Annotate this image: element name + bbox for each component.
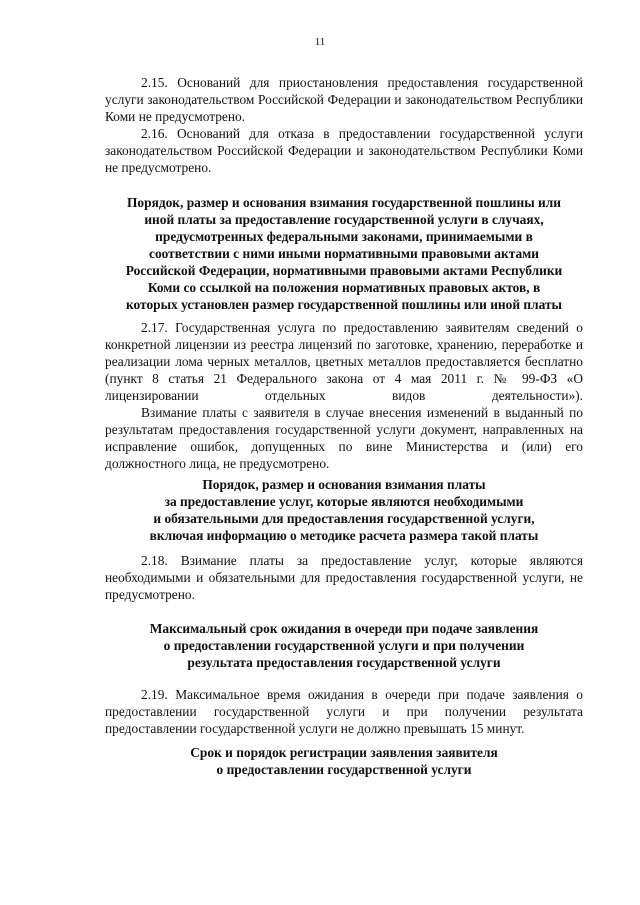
paragraph-2-18: 2.18. Взимание платы за предоставление услуг, которые являются необходимыми и обязательными для предоставления государственной услуги, не предусмотрено.	[105, 553, 583, 602]
heading-line: о предоставлении государственной услуги	[216, 762, 472, 777]
paragraph-block-2-15-2-16	[105, 74, 583, 176]
paragraph-block-2-18	[105, 552, 583, 603]
heading-line: Российской Федерации, нормативными правовыми актами Республики	[125, 263, 563, 278]
heading-line: которых установлен размер государственной пошлины или иной платы	[125, 297, 563, 312]
paragraph-block-2-17	[105, 319, 583, 472]
paragraph-block-2-19	[105, 686, 583, 737]
section-heading-fees	[105, 194, 583, 313]
heading-line: Порядок, размер и основания взимания государственной пошлины или	[127, 195, 561, 210]
paragraph-2-19: 2.19. Максимальное время ожидания в очереди при подаче заявления о предоставлении государственной услуги и при получении результата предоставлении государственной услуги не должно превышать 15 минут.	[105, 687, 583, 736]
paragraph-2-17-fee-note: Взимание платы с заявителя в случае внесения изменений в выданный по результатам предоставления государственной услуги документ, направленных на исправление ошибок, допущенных по вине Министерства и (или) его должностного лица, не предусмотрено.	[105, 405, 583, 471]
heading-line: Срок и порядок регистрации заявления заявителя	[190, 745, 498, 760]
heading-line: включая информацию о методике расчета размера такой платы	[149, 528, 539, 543]
heading-line: Порядок, размер и основания взимания платы	[202, 477, 486, 492]
paragraph-2-17: 2.17. Государственная услуга по предоставлению заявителям сведений о конкретной лицензии из реестра лицензий по заготовке, хранению, переработке и реализации лома черных металлов, цветных металлов предоставляется бесплатно (пункт 8 статья 21 Федерального закона от 4 мая 2011 г. № 99-ФЗ «О лицензировании отдельных видов деятельности»).	[105, 320, 583, 403]
heading-line: Максимальный срок ожидания в очереди при подаче заявления	[149, 621, 539, 636]
heading-line: предусмотренных федеральными законами, принимаемыми в	[155, 229, 533, 244]
section-heading-queue-time	[105, 620, 583, 671]
heading-line: Коми со ссылкой на положения нормативных правовых актов, в	[147, 280, 541, 295]
heading-line: за предоставление услуг, которые являются необходимыми	[164, 494, 524, 509]
heading-line: о предоставлении государственной услуги и при получении	[163, 638, 525, 653]
paragraph-2-16: 2.16. Оснований для отказа в предоставлении государственной услуги законодательством Российской Федерации и законодательством Республики Коми не предусмотрено.	[105, 126, 583, 175]
heading-line: соответствии с ними иными нормативными правовыми актами	[149, 246, 539, 261]
heading-line: и обязательными для предоставления государственной услуги,	[153, 511, 535, 526]
heading-line: иной платы за предоставление государственной услуги в случаях,	[144, 212, 544, 227]
page-number: 11	[314, 36, 326, 48]
heading-line: результата предоставления государственной услуги	[187, 655, 501, 670]
section-heading-service-fees	[105, 476, 583, 544]
section-heading-registration	[105, 744, 583, 778]
paragraph-2-15: 2.15. Оснований для приостановления предоставления государственной услуги законодательством Российской Федерации и законодательством Республики Коми не предусмотрено.	[105, 75, 583, 124]
